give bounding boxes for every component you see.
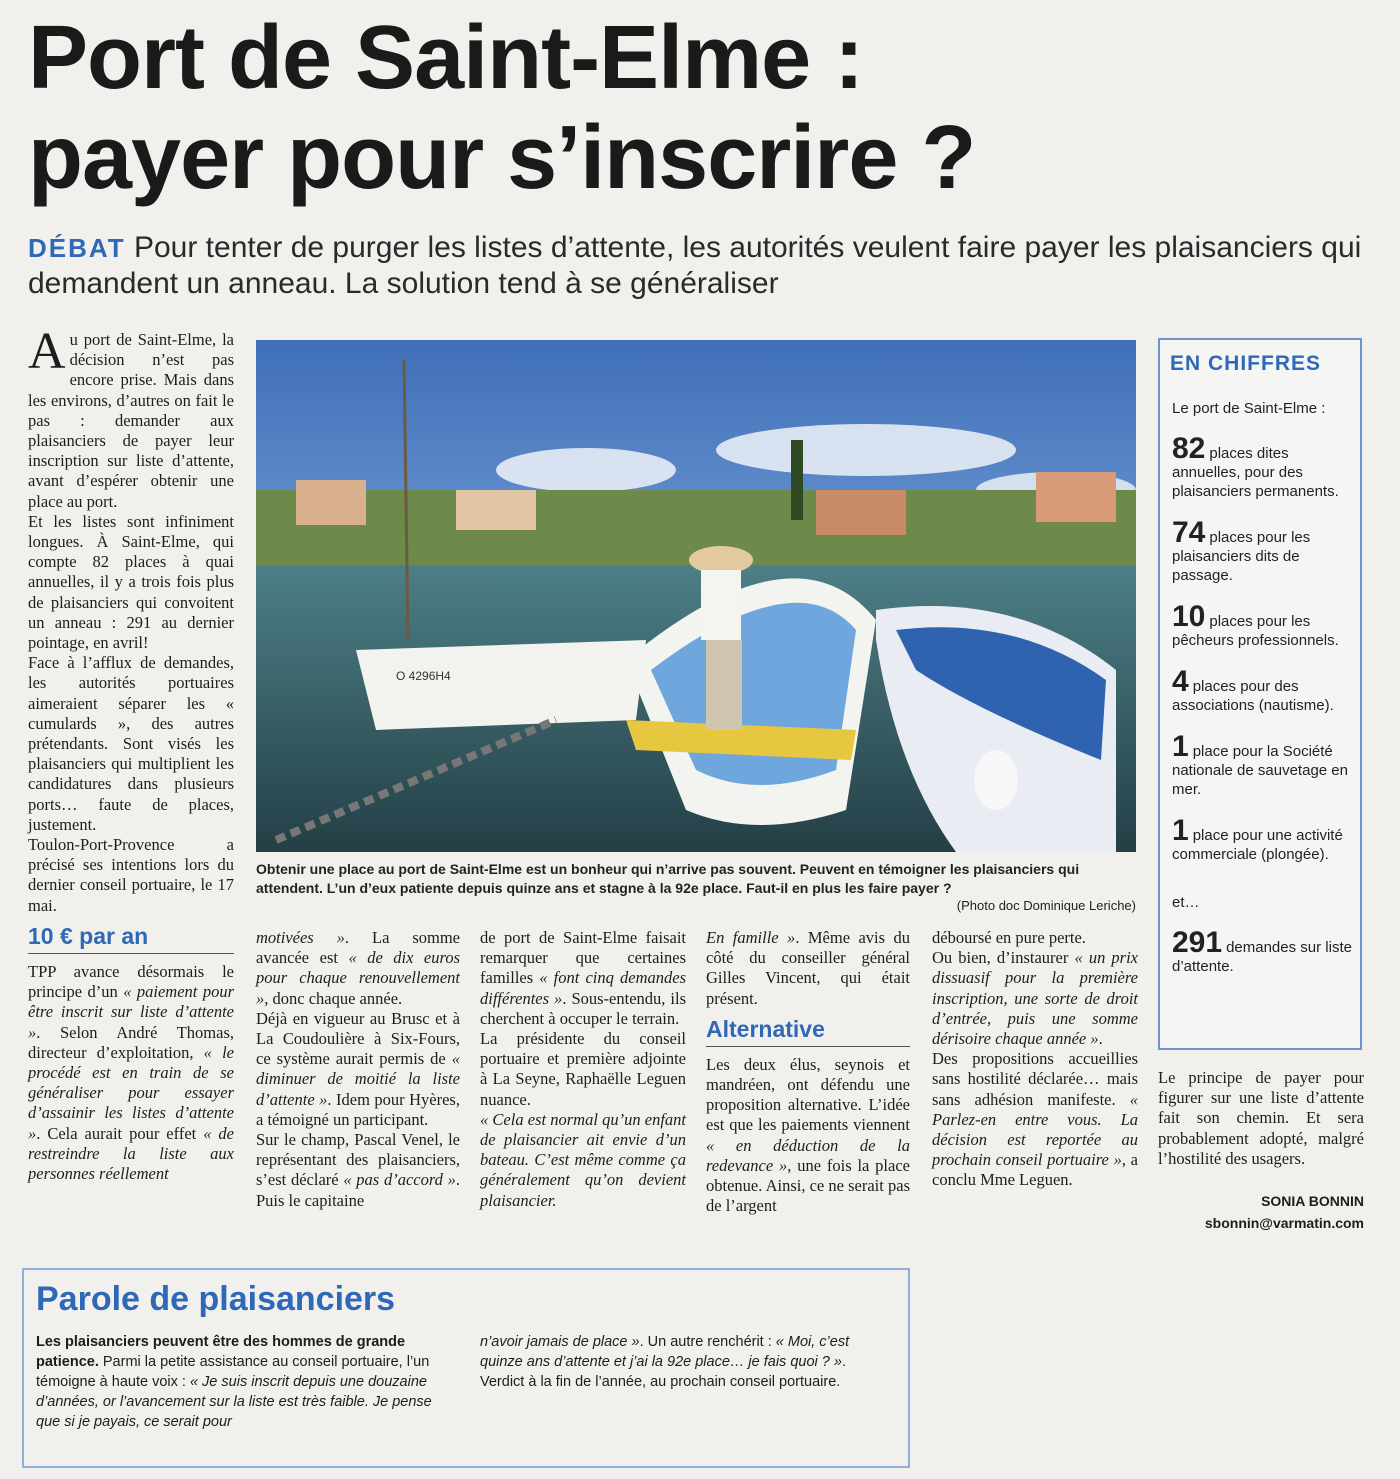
- cypress-tree: [791, 440, 803, 520]
- stat-value: 74: [1172, 516, 1206, 549]
- stat-text: place pour une activité commerciale (plongée).: [1172, 827, 1343, 863]
- deck: [28, 230, 1368, 302]
- col6-paragraph-1: Le principe de payer pour figurer sur une liste d’attente fait son chemin. Et sera probablement adopté, malgré l’hostilité des usagers.: [1158, 1068, 1364, 1168]
- stat-item: [1172, 600, 1360, 650]
- box-right-paragraph: [480, 1332, 890, 1372]
- col5-paragraph-1: déboursé en pure perte.: [932, 928, 1086, 947]
- stat-value: 1: [1172, 730, 1189, 763]
- col4-paragraph-1: [706, 928, 910, 1009]
- col2-text-d: , donc chaque année.: [264, 988, 403, 1008]
- article-column-6: [1158, 1068, 1364, 1169]
- house: [456, 490, 536, 530]
- col5-p1-d: .: [1098, 1029, 1103, 1049]
- col2-p3-a: Sur le champ, Pascal Venel, le représentant des plaisanciers, s’est déclaré: [256, 1130, 460, 1190]
- fender: [974, 750, 1018, 810]
- stat-value: 1: [1172, 814, 1189, 847]
- stat-value: 291: [1172, 926, 1223, 959]
- col2-quote-end: motivées »: [256, 928, 345, 947]
- article-column-2: [256, 928, 460, 1211]
- col5-paragraph-2: [932, 948, 1138, 1049]
- col3-p1-quote: « font cinq demandes différentes »: [480, 968, 687, 1008]
- man-trousers: [706, 640, 742, 730]
- col1-p5-c: . Selon André Thomas, directeur d’exploitation,: [28, 1022, 234, 1062]
- author-email: sbonnin@varmatin.com: [1204, 1215, 1364, 1231]
- deck-kicker: DÉBAT: [28, 233, 126, 263]
- col1-paragraph-3: Face à l’afflux de demandes, les autorités portuaires aimeraient séparer les « cumulards », des autres prétendants. Sont visés les plaisanciers qui multiplient les candidatures dans plusieurs ports… faute de places, justement.: [28, 653, 234, 834]
- byline: [1158, 1190, 1364, 1234]
- stat-value: 4: [1172, 665, 1189, 698]
- figures-etc: et…: [1172, 894, 1200, 911]
- harbor-photo: [256, 340, 1136, 852]
- stat-item: [1172, 665, 1360, 715]
- man-shirt: [701, 570, 741, 640]
- testimony-box: [22, 1268, 910, 1468]
- box-lead: Les plaisanciers peuvent être des hommes de grande patience.: [36, 1334, 406, 1370]
- col2-quote: « de dix euros pour chaque renouvellement »: [256, 948, 460, 1008]
- col2-paragraph-3: [256, 1130, 460, 1211]
- col3-p1-c: . Sous-entendu, ils cherchent à occuper le terrain.: [480, 988, 686, 1028]
- col1-p5-e: . Cela aurait pour effet: [36, 1123, 204, 1143]
- photo-caption: Obtenir une place au port de Saint-Elme est un bonheur qui n’arrive pas souvent. Peuvent en témoigner les plaisanciers qui attendent. L’un d’eux patiente depuis quinze ans et stagne à la 92e place. Faut-il en plus les faire payer ?: [256, 861, 1080, 896]
- subhead-10-euros: 10 € par an: [28, 922, 234, 954]
- box-verdict: Verdict à la fin de l’année, au prochain conseil portuaire.: [480, 1374, 841, 1390]
- col2-paragraph-1: [256, 928, 460, 1009]
- col2-p2-a: Déjà en vigueur au Brusc et à La Coudoulière à Six-Fours, ce système aurait permis de: [256, 1008, 460, 1069]
- col3-p1-a: de port de Saint-Elme faisait remarquer que certaines familles: [480, 928, 686, 988]
- article-column-4: [706, 928, 910, 1216]
- col1-p5-quote-2: « le procédé est en train de se généraliser pour essayer d’assainir les listes d’attente »: [28, 1042, 234, 1143]
- col3-paragraph-2: La présidente du conseil portuaire et première adjointe à La Seyne, Raphaëlle Leguen nuance.: [480, 1029, 686, 1109]
- stat-item-last: [1172, 926, 1360, 976]
- col1-p5-quote-1: « paiement pour être inscrit sur liste d’attente »: [28, 982, 234, 1042]
- col4-paragraph-2: [706, 1055, 910, 1217]
- stat-item: [1172, 814, 1360, 864]
- col4-quote-end: En famille »: [706, 928, 796, 947]
- stat-text: demandes sur liste d’attente.: [1172, 939, 1352, 975]
- box-left-paragraph: [36, 1332, 446, 1432]
- headline-line-2: payer pour s’inscrire ?: [28, 108, 976, 208]
- cloud: [716, 424, 1016, 476]
- stat-value: 82: [1172, 432, 1206, 465]
- box-quote-1: « Je suis inscrit depuis une douzaine d’années, or l’avancement sur la liste est très faible. Je pense que si je payais, ce serait pour: [36, 1374, 432, 1430]
- boat-registration: O 4296H4: [396, 669, 451, 683]
- col2-paragraph-2: [256, 1009, 460, 1130]
- col2-p3-quote: « pas d’accord »: [343, 1170, 456, 1190]
- col3-quote: « Cela est normal qu’un enfant de plaisancier ait envie d’un bateau. C’est même comme ça généralement qu’on devient plaisancier.: [480, 1109, 686, 1210]
- box-quote-1-end: n’avoir jamais de place »: [480, 1334, 640, 1350]
- col3-paragraph-3: [480, 1110, 686, 1211]
- col5-p2-c: , a conclu Mme Leguen.: [932, 1150, 1138, 1190]
- house: [296, 480, 366, 525]
- cloud: [496, 448, 676, 492]
- col2-p2-c: . Idem pour Hyères, a témoigné un participant.: [256, 1089, 460, 1129]
- stat-text: places dites annuelles, pour des plaisanciers permanents.: [1172, 445, 1339, 500]
- article-column-3: [480, 928, 686, 1211]
- stat-item: [1172, 516, 1360, 585]
- figures-intro: Le port de Saint-Elme :: [1172, 400, 1326, 417]
- house: [816, 490, 906, 535]
- col1-paragraph-4: Toulon-Port-Provence a précisé ses intentions lors du dernier conseil portuaire, le 17 mai.: [28, 835, 234, 915]
- box-column-left: [36, 1332, 446, 1432]
- boat-white: [356, 640, 646, 730]
- stat-item: [1172, 730, 1360, 799]
- stat-text: place pour la Société nationale de sauvetage en mer.: [1172, 743, 1348, 798]
- col2-p3-c: . Puis le capitaine: [256, 1170, 460, 1210]
- hat: [689, 546, 753, 574]
- stat-text: places pour les plaisanciers dits de passage.: [1172, 529, 1311, 584]
- stat-text: places pour des associations (nautisme).: [1172, 678, 1334, 714]
- box-l1: Parmi la petite assistance au conseil portuaire, l’un témoigne à haute voix :: [36, 1354, 430, 1390]
- drop-cap: A: [28, 323, 66, 380]
- col3-paragraph-1: [480, 928, 686, 1029]
- headline-line-1: Port de Saint-Elme :: [28, 8, 864, 108]
- stat-item: [1172, 432, 1360, 501]
- box-column-right: [480, 1332, 890, 1392]
- deck-text: Pour tenter de purger les listes d’attente, les autorités veulent faire payer les plaisanciers qui demandent un anneau. La solution tend à se généraliser: [28, 231, 1362, 300]
- col2-p2-quote: « diminuer de moitié la liste d’attente »: [256, 1049, 460, 1109]
- headline: [28, 8, 1368, 208]
- box-quote-2: « Moi, c’est quinze ans d’attente et j’ai la 92e place… je fais quoi ? »: [480, 1334, 850, 1370]
- house: [1036, 472, 1116, 522]
- box-r4: .: [841, 1354, 846, 1370]
- author-name: SONIA BONNIN: [1261, 1193, 1364, 1209]
- col1-paragraph-1: u port de Saint-Elme, la décision n’est pas encore prise. Mais dans les environs, d’autres on fait le pas : demander aux plaisanciers de payer leur inscription sur liste d’attente, avant d’espérer obtenir une place au port.: [28, 330, 234, 511]
- figures-box: [1158, 338, 1362, 1050]
- col2-text-b: . La somme avancée est: [256, 928, 460, 968]
- box-title: Parole de plaisanciers: [36, 1280, 396, 1318]
- col1-p5-a: TPP avance désormais le principe d’un: [28, 961, 234, 1002]
- col5-p1-quote: « un prix dissuasif pour la première inscription, une sorte de droit d’entrée, puis une somme dérisoire chaque année »: [932, 948, 1138, 1049]
- box-r2: . Un autre renchérit :: [639, 1334, 776, 1350]
- col5-p1-b: Ou bien, d’instaurer: [932, 948, 1075, 968]
- col4-p2-c: , une fois la place obtenue. Ainsi, ce ne serait pas de l’argent: [706, 1155, 910, 1216]
- article-column-5: [932, 928, 1138, 1191]
- col1-paragraph-5: [28, 962, 234, 1184]
- col5-paragraph-3: [932, 1049, 1138, 1190]
- col4-p2-quote: « en déduction de la redevance »: [706, 1135, 910, 1175]
- subhead-alternative: Alternative: [706, 1015, 910, 1047]
- stat-value: 10: [1172, 600, 1206, 633]
- col5-p2-a: Des propositions accueillies sans hostilité déclarée… mais sans adhésion manifeste.: [932, 1049, 1138, 1109]
- col1-p5-quote-3: « de restreindre la liste aux personnes réellement: [28, 1123, 234, 1183]
- col4-p1-b: . Même avis du côté du conseiller général Gilles Vincent, qui était présent.: [706, 928, 911, 1008]
- article-column-1: [28, 323, 234, 1184]
- col1-paragraph-2: Et les listes sont infiniment longues. À Saint-Elme, qui compte 82 places à quai annuelles, il y a trois fois plus de plaisanciers qui convoitent un anneau : 291 au dernier pointage, en avril!: [28, 511, 234, 653]
- stat-text: places pour les pêcheurs professionnels.: [1172, 613, 1339, 649]
- photo-credit: (Photo doc Dominique Leriche): [956, 898, 1136, 913]
- figures-title: EN CHIFFRES: [1170, 352, 1322, 375]
- col5-p2-quote: « Parlez-en entre vous. La décision est reportée au prochain conseil portuaire »: [932, 1089, 1138, 1170]
- col4-p2-a: Les deux élus, seynois et mandréen, ont défendu une proposition alternative. L’idée est que les paiements viennent: [706, 1054, 910, 1135]
